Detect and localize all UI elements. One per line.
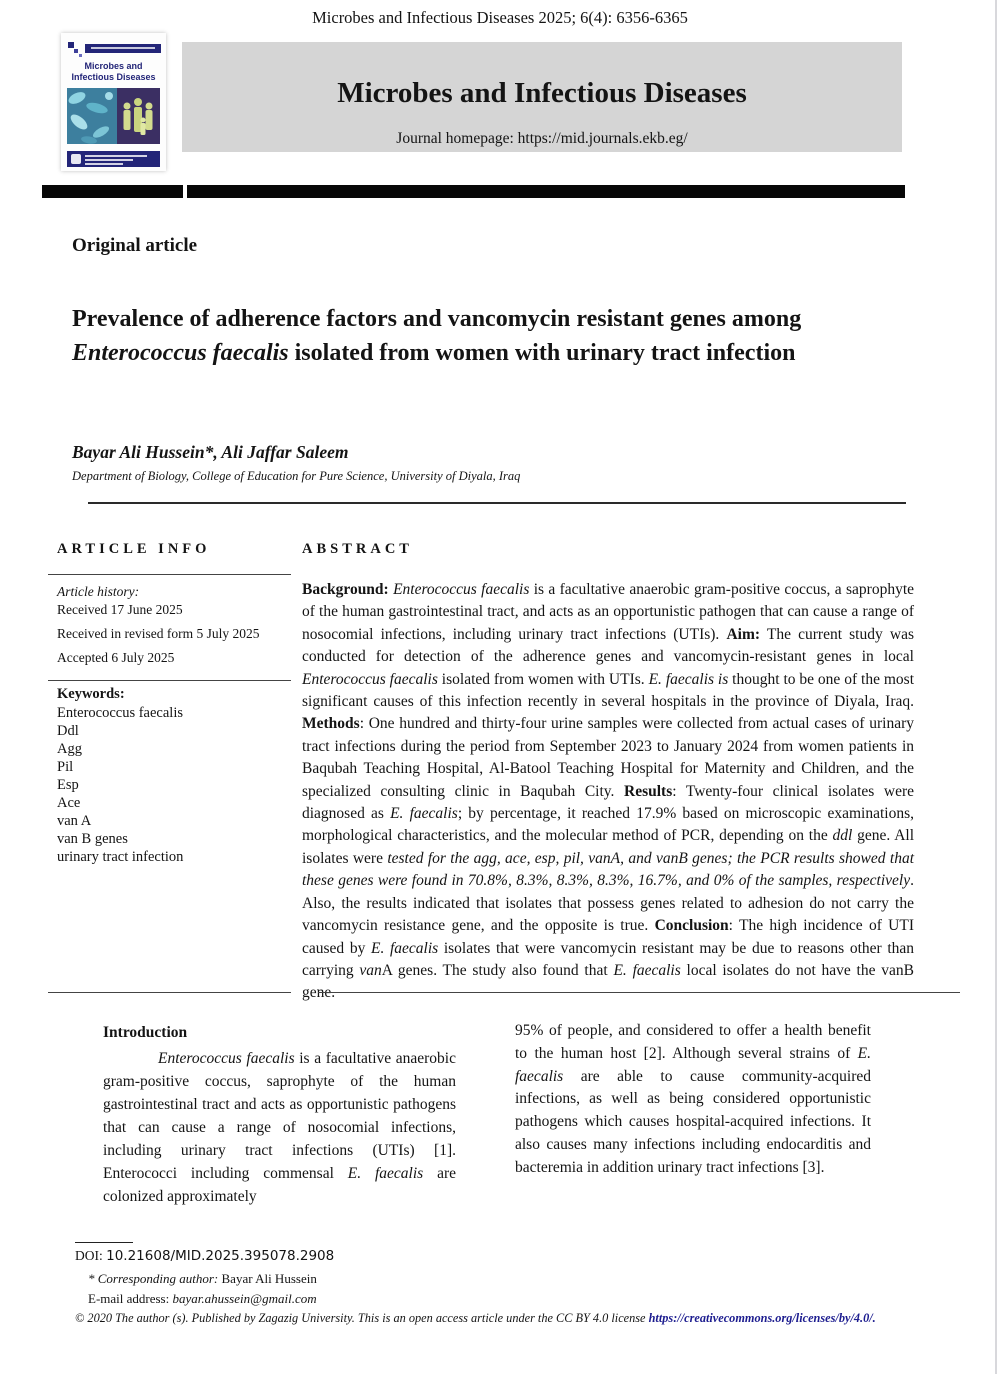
authors-line: Bayar Ali Hussein*, Ali Jaffar Saleem [72, 442, 349, 462]
text-segment: bayar.ahussein@gmail.com [172, 1291, 317, 1306]
cover-artwork-image [67, 88, 160, 144]
text-segment: local isolates do not have the vanB gene. [302, 961, 914, 1002]
cover-footer-textline [85, 163, 123, 165]
text-segment: Methods [302, 715, 360, 733]
list-item: Ace [57, 795, 81, 811]
list-item: Received in revised form 5 July 2025 [57, 626, 260, 641]
divider-rule [48, 574, 291, 575]
text-segment: tested for the agg, ace, esp, pil, vanA, and vanB genes; the PCR results showed that these genes were found in 70.8%, 8.3%, 8.3%, 8.3%, 16.7%, and 0% of the samples, respectively [302, 849, 914, 890]
page-edge-line [995, 0, 997, 1374]
text-segment: Enterococcus faecalis [393, 581, 530, 598]
text-segment: isolates that were vancomycin resistant may be due to reasons other than carrying [302, 939, 915, 979]
keywords-list [57, 704, 292, 866]
article-type-label: Original article [72, 235, 198, 256]
text-segment: E. faecalis [390, 805, 458, 823]
abstract-heading: ABSTRACT [302, 541, 413, 557]
footnote-rule [75, 1242, 133, 1243]
introduction-column-left [103, 1047, 456, 1208]
text-segment: E. faecalis [370, 939, 439, 957]
list-item: Pil [57, 759, 74, 775]
journal-header-box [182, 42, 902, 152]
journal-cover-thumbnail [61, 33, 166, 171]
text-segment: Aim: [726, 625, 761, 643]
text-segment: van [359, 961, 382, 979]
text-segment: Conclusion [654, 917, 729, 935]
text-segment: gene. All isolates were [302, 827, 915, 867]
list-item: Ddl [57, 723, 79, 739]
text-segment: Enterococcus faecalis [302, 670, 438, 688]
abstract-body [302, 579, 914, 1005]
text-segment: The current study was conducted for detection of the adherence genes and vancomycin-resistant genes in local [302, 625, 914, 666]
header-divider-bar [187, 185, 905, 198]
cover-footer-textline [85, 155, 147, 157]
list-item: van A [57, 813, 92, 829]
journal-reference-line: Microbes and Infectious Diseases 2025; 6(4): 6356-6365 [312, 8, 688, 27]
article-history-label: Article history: [57, 584, 140, 599]
text-segment: E. faecalis is [648, 670, 729, 688]
list-item: Agg [57, 741, 82, 757]
text-segment: . Also, the results indicated that isolates that possess genes related to adhesion do not carry the vancomycin resistance gene, and the opposite is true. [302, 872, 914, 935]
license-link[interactable]: https://creativecommons.org/licenses/by/4.0/. [648, 1311, 876, 1325]
doi-label: DOI: [75, 1248, 107, 1263]
text-segment: E. faecalis [347, 1165, 424, 1182]
text-segment: isolated from women with urinary tract infection [288, 339, 796, 366]
journal-title: Microbes and Infectious Diseases [337, 77, 747, 109]
text-segment: Background: [302, 581, 394, 598]
text-segment: is a facultative anaerobic gram-positive coccus, saprophyte of the human gastrointestinal tract and acts as opportunistic pathogens that can cause a range of nosocomial infections, including urinary tract infections (UTIs) [1]. Enterococci including commensal [103, 1050, 456, 1182]
article-history-list [57, 602, 292, 674]
list-item: urinary tract infection [57, 849, 184, 865]
text-segment: isolated from women with UTIs. [437, 670, 649, 688]
divider-rule [48, 992, 291, 993]
list-item: Received 17 June 2025 [57, 602, 183, 617]
doi-value: 10.21608/MID.2025.395078.2908 [106, 1248, 335, 1264]
cover-decor-square [79, 54, 82, 57]
cover-journal-title: Microbes and Infectious Diseases [71, 61, 156, 82]
text-segment: : Twenty-four clinical isolates were diagnosed as [302, 782, 915, 823]
text-segment: is a facultative anaerobic gram-positive coccus, a saprophyte of the human gastrointestinal tract, and acts as an opportunistic pathogen that can cause a range of nosocomial infections, including urinary tract infections (UTIs). [302, 581, 915, 643]
text-segment: Prevalence of adherence factors and vancomycin resistant genes among [72, 306, 802, 332]
list-item: Esp [57, 777, 79, 793]
text-segment: E-mail address: [88, 1291, 173, 1306]
doi-line [75, 1248, 334, 1264]
introduction-heading: Introduction [103, 1024, 188, 1041]
text-segment: © 2020 The author (s). Published by Zagazig University. This is an open access article under the CC BY 4.0 license [75, 1311, 649, 1325]
text-segment: Bayar Ali Hussein [221, 1271, 317, 1286]
divider-rule [88, 502, 906, 504]
text-segment: are colonized approximately [103, 1165, 456, 1205]
cover-publisher-strip [67, 151, 160, 167]
text-segment: * Corresponding author: [88, 1271, 222, 1286]
divider-rule [48, 680, 291, 681]
copyright-license-line[interactable] [75, 1311, 935, 1326]
text-segment: Enterococcus faecalis [72, 339, 289, 366]
text-segment: : The high incidence of UTI caused by [302, 917, 914, 957]
text-segment: ddl [832, 827, 853, 845]
text-segment: Enterococcus faecalis [158, 1050, 295, 1067]
text-segment: E. faecalis [515, 1044, 871, 1085]
header-divider-bar [42, 185, 183, 198]
text-segment: A genes. The study also found that [381, 961, 614, 979]
affiliation-line: Department of Biology, College of Education for Pure Science, University of Diyala, Iraq [72, 469, 521, 483]
introduction-column-right [515, 1020, 871, 1180]
cover-decor-square [74, 49, 78, 53]
article-info-heading: ARTICLE INFO [57, 541, 211, 557]
text-segment: 95% of people, and considered to offer a health benefit to the human host [2]. Although several strains of [515, 1022, 871, 1062]
divider-rule [318, 992, 960, 993]
list-item: Accepted 6 July 2025 [57, 650, 175, 665]
text-segment: : One hundred and thirty-four urine samples were collected from actual cases of urinary tract infections during the period from September 2023 to January 2024 from women patients in Baqubah Teaching Hospital, Al-Batool Teaching Hospital for Maternity and Children, and the specialized consulting clinic in Baqubah City. [302, 715, 914, 800]
keywords-label: Keywords: [57, 686, 125, 702]
cover-footer-textline [85, 159, 133, 161]
cover-decor-square [68, 42, 74, 48]
text-segment: Results [624, 782, 673, 800]
article-title [72, 303, 882, 370]
journal-homepage-line: Journal homepage: https://mid.journals.ekb.eg/ [396, 130, 688, 147]
cover-issue-strip [85, 44, 161, 53]
text-segment: E. faecalis [613, 961, 681, 979]
text-segment: thought to be one of the most significant causes of this infection recently in several hospitals in the province of Diyala, Iraq. [302, 670, 915, 711]
text-segment: ; by percentage, it reached 17.9% based on microscopic examinations, morphological characteristics, and the molecular method of PCR, depending on the [302, 805, 914, 845]
text-segment: are able to cause community-acquired infections, as well as being considered opportunistic pathogens which causes hospital-acquired infections. It also causes many infections including endocarditis and bacteremia in addition urinary tract infections [3]. [515, 1067, 871, 1176]
corresponding-author-line [88, 1271, 317, 1287]
list-item: Enterococcus faecalis [57, 705, 183, 721]
cover-publisher-logo [71, 154, 81, 164]
list-item: van B genes [57, 831, 128, 847]
email-line [88, 1291, 317, 1307]
